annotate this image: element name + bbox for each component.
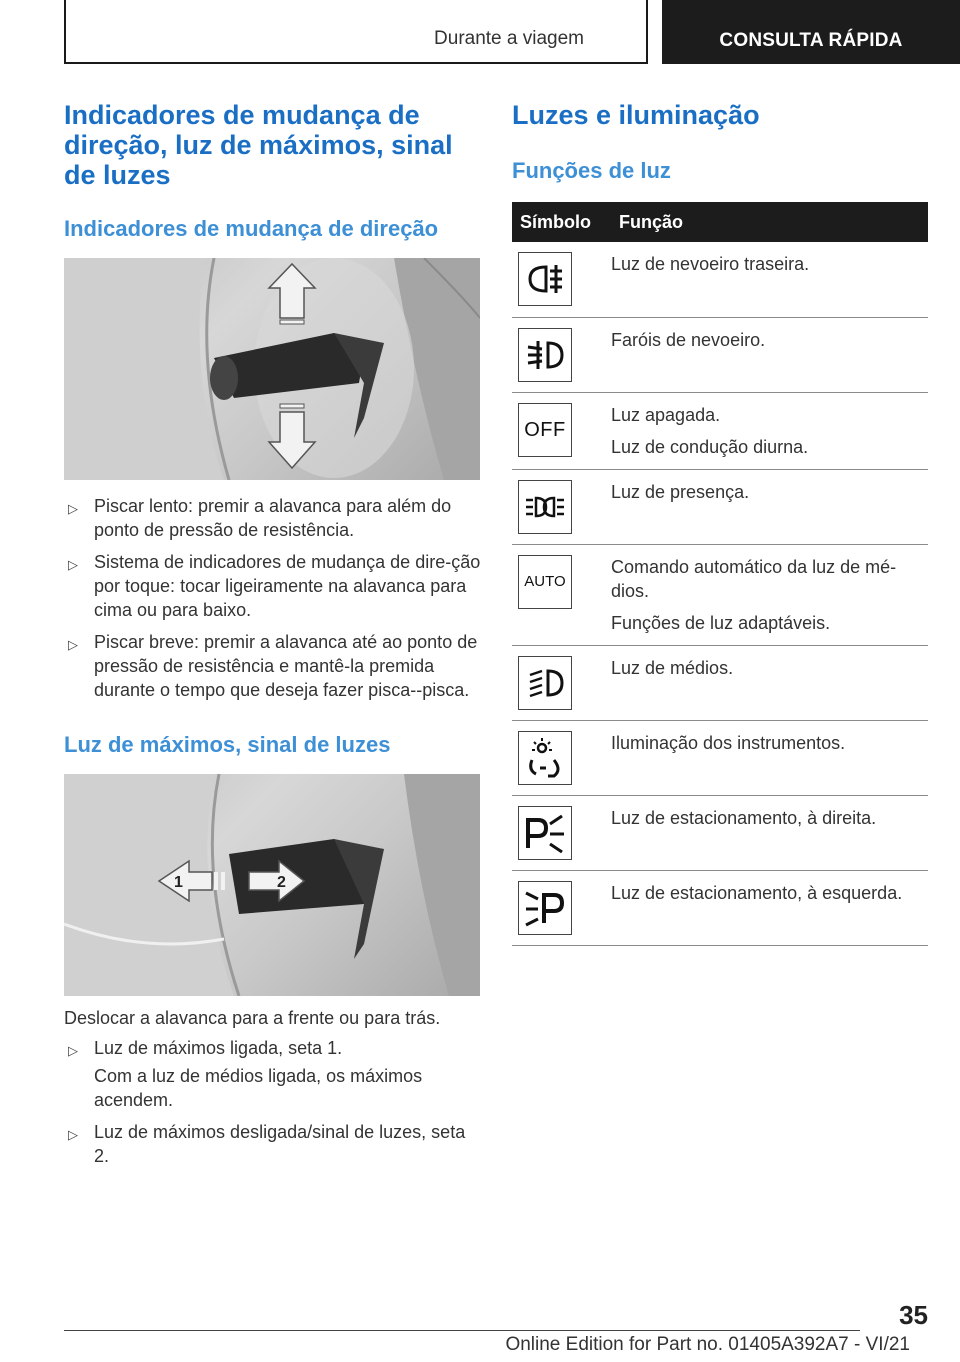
- instrument-lighting-icon: [518, 731, 572, 785]
- page-number: 35: [899, 1300, 928, 1330]
- light-function-text: Luz de nevoeiro traseira.: [611, 254, 810, 274]
- light-function-text: Luz de condução diurna.: [611, 436, 809, 457]
- subsection-title-turn-indicators: Indicadores de mudança de direção: [64, 216, 439, 241]
- arrow-2-label: 2: [277, 874, 286, 891]
- light-function-text: Luz apagada.: [611, 404, 721, 425]
- light-function-text: Luz de estacionamento, à direita.: [611, 807, 877, 828]
- header-section-title: Durante a viagem: [434, 28, 584, 49]
- triangle-bullet-icon: ▷: [68, 1043, 78, 1058]
- light-function-text: Comando automático da luz de mé-dios.: [611, 556, 897, 601]
- light-function-text: Luz de estacionamento, à esquerda.: [611, 882, 903, 903]
- low-beam-icon: [518, 656, 572, 710]
- front-fog-light-icon: [518, 328, 572, 382]
- light-function-text: Iluminação dos instrumentos.: [611, 732, 846, 753]
- section-title-lights: Luzes e iluminação: [512, 100, 760, 130]
- table-row: [512, 544, 928, 645]
- triangle-bullet-icon: ▷: [68, 501, 78, 516]
- turn-signal-lever-image: [64, 258, 480, 480]
- list-item: ▷ Sistema de indicadores de mudança de dire-ção por toque: tocar ligeiramente na alavanca para cima ou para baixo.: [68, 552, 481, 620]
- light-function-text: Funções de luz adaptáveis.: [611, 612, 831, 633]
- turn-indicator-bullets: [64, 494, 482, 702]
- table-row: [512, 317, 928, 392]
- auto-icon: AUTO: [518, 555, 572, 609]
- table-row: [512, 469, 928, 544]
- table-row: [512, 645, 928, 720]
- high-beam-lever-illustration: [64, 774, 480, 996]
- left-column: [64, 100, 482, 1176]
- turn-signal-lever-illustration: [64, 258, 480, 480]
- section-title-turn-signals: Indicadores de mudança de direção, luz de máximos, sinal de luzes: [64, 100, 453, 190]
- light-function-text: Faróis de nevoeiro.: [611, 329, 766, 350]
- rear-fog-light-icon: [518, 252, 572, 306]
- table-row: [512, 870, 928, 945]
- table-row: [512, 242, 928, 317]
- high-beam-intro: Deslocar a alavanca para a frente ou para trás.: [64, 1008, 441, 1028]
- table-row: [512, 720, 928, 795]
- table-row: [512, 795, 928, 870]
- edition-note: Online Edition for Part no. 01405A392A7 - VI/21: [505, 1334, 910, 1355]
- triangle-bullet-icon: ▷: [68, 557, 78, 572]
- light-function-text: Luz de médios.: [611, 657, 734, 678]
- parking-light-left-icon: [518, 881, 572, 935]
- high-beam-bullets: [64, 1036, 482, 1060]
- off-icon: OFF: [518, 403, 572, 457]
- list-item: ▷ Luz de máximos ligada, seta 1.: [64, 1036, 482, 1060]
- triangle-bullet-icon: ▷: [68, 637, 78, 652]
- table-row: [512, 392, 928, 469]
- header-tab[interactable]: CONSULTA RÁPIDA: [662, 0, 960, 64]
- list-item: ▷ Luz de máximos desligada/sinal de luzes, seta 2.: [68, 1122, 466, 1166]
- column-header-symbol: Símbolo: [512, 202, 611, 242]
- triangle-bullet-icon: ▷: [68, 1127, 78, 1142]
- arrow-1-label: 1: [174, 874, 183, 891]
- parking-light-right-icon: [518, 806, 572, 860]
- side-light-icon: [518, 480, 572, 534]
- light-functions-table: [512, 202, 928, 946]
- list-item: ▷ Piscar lento: premir a alavanca para além do ponto de pressão de resistência.: [68, 496, 452, 540]
- high-beam-note: Com a luz de médios ligada, os máximos acendem.: [94, 1066, 423, 1110]
- subsection-title-light-functions: Funções de luz: [512, 158, 671, 183]
- column-header-function: Função: [611, 202, 928, 242]
- subsection-title-high-beam: Luz de máximos, sinal de luzes: [64, 732, 391, 757]
- high-beam-bullets-2: [64, 1120, 482, 1168]
- high-beam-lever-image: [64, 774, 480, 996]
- right-column: [512, 100, 928, 946]
- light-function-text: Luz de presença.: [611, 481, 750, 502]
- table-header-row: [512, 202, 928, 242]
- footer-divider: [64, 1330, 860, 1331]
- list-item: ▷ Piscar breve: premir a alavanca até ao ponto de pressão de resistência e mantê-la premida durante o tempo que deseja fazer pisca--pisca.: [68, 632, 478, 700]
